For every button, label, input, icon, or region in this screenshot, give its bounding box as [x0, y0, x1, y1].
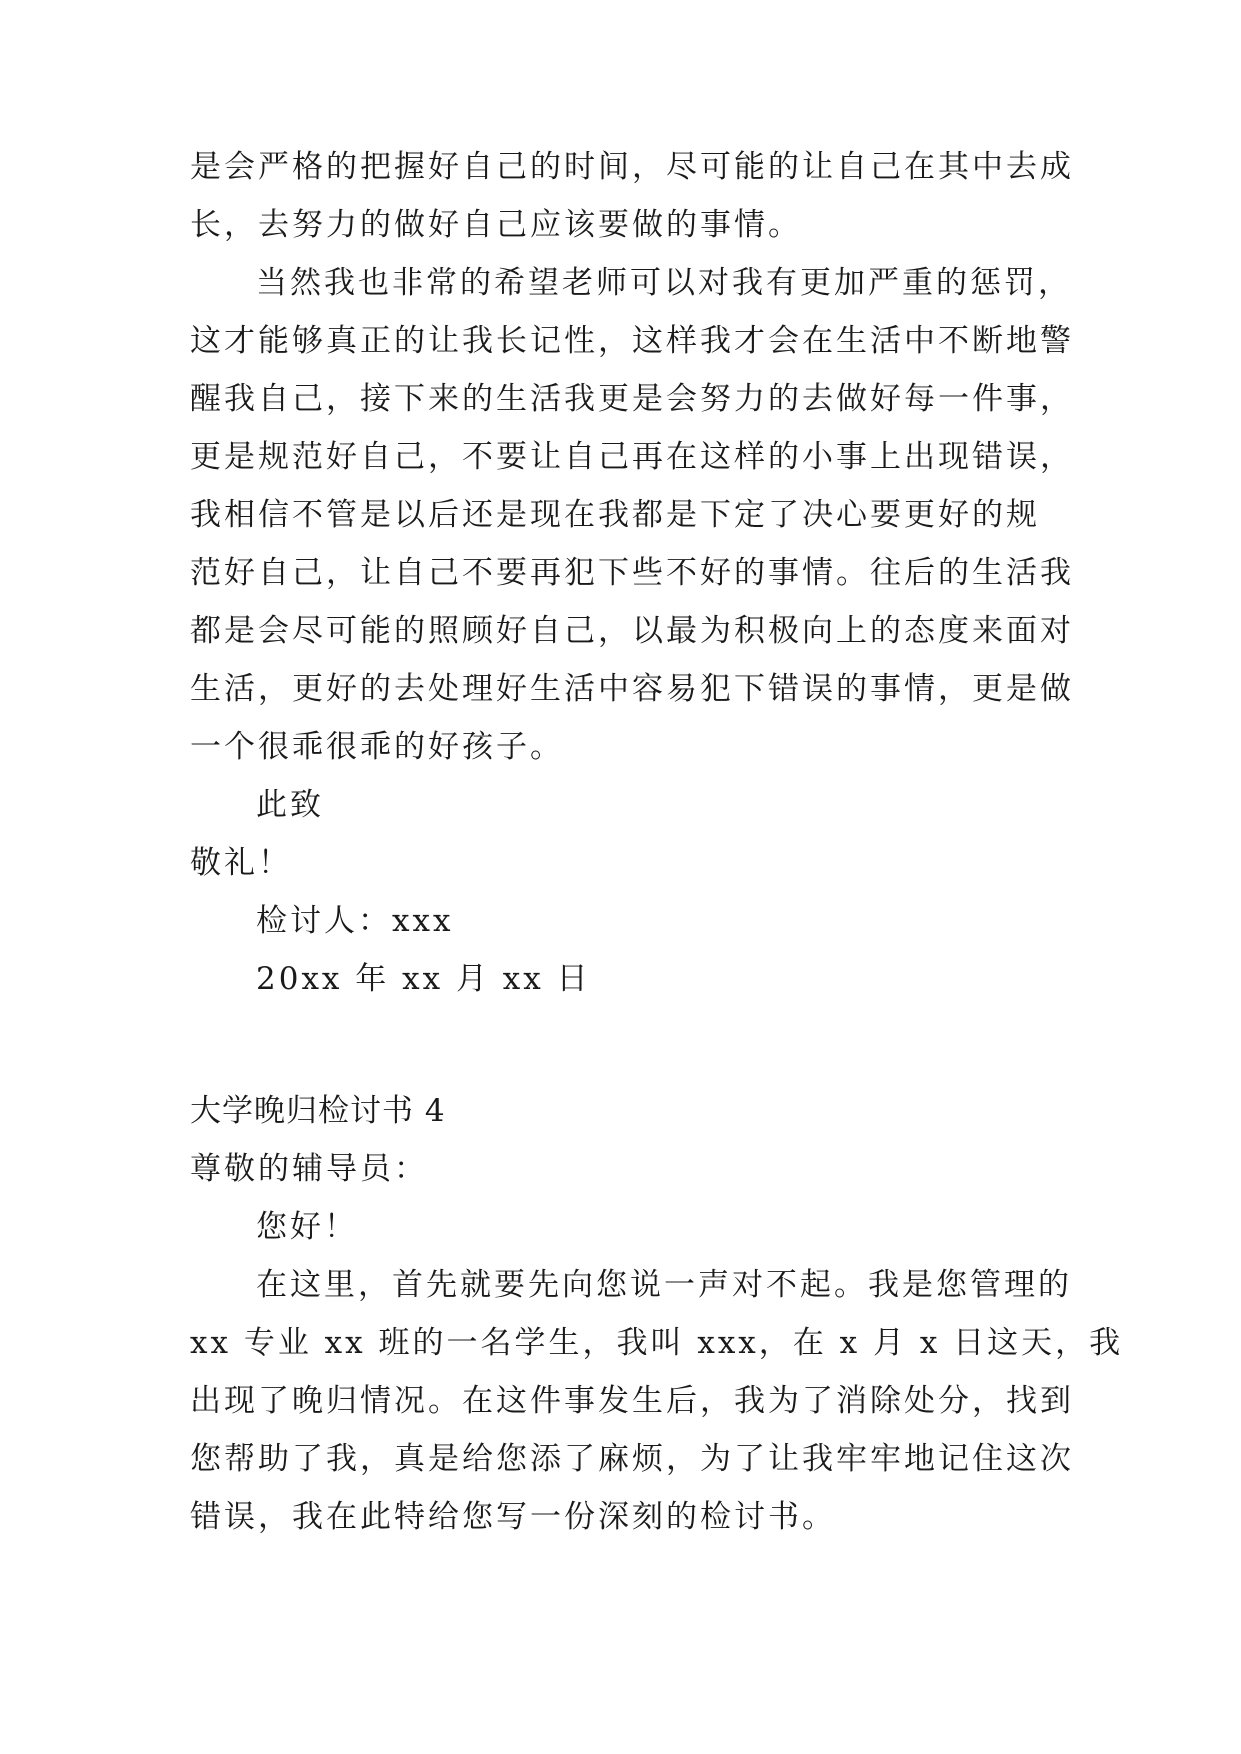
para3-line-5: 错误，我在此特给您写一份深刻的检讨书。: [190, 1499, 836, 1535]
section-title: 大学晚归检讨书 4: [190, 1093, 446, 1129]
para2-line-4: 更是规范好自己，不要让自己再在这样的小事上出现错误，: [190, 439, 1074, 475]
para2-line-2: 这才能够真正的让我长记性，这样我才会在生活中不断地警: [190, 323, 1074, 359]
para2-line-9: 一个很乖很乖的好孩子。: [190, 729, 564, 765]
para1-line-1: 是会严格的把握好自己的时间，尽可能的让自己在其中去成: [190, 149, 1074, 185]
para2-line-8: 生活，更好的去处理好生活中容易犯下错误的事情，更是做: [190, 671, 1074, 707]
para3-line-2: xx 专业 xx 班的一名学生，我叫 xxx，在 x 月 x 日这天，我: [190, 1325, 1124, 1361]
para3-line-1: 在这里，首先就要先向您说一声对不起。我是您管理的: [256, 1267, 1072, 1303]
greeting: 您好！: [256, 1209, 358, 1245]
para3-line-3: 出现了晚归情况。在这件事发生后，我为了消除处分，找到: [190, 1383, 1074, 1419]
para3-line-4: 您帮助了我，真是给您添了麻烦，为了让我牢牢地记住这次: [190, 1441, 1074, 1477]
signer: 检讨人：xxx: [256, 903, 454, 939]
para2-line-7: 都是会尽可能的照顾好自己，以最为积极向上的态度来面对: [190, 613, 1074, 649]
addressee: 尊敬的辅导员：: [190, 1151, 428, 1187]
closing: 此致: [256, 787, 324, 823]
date: 20xx 年 xx 月 xx 日: [256, 961, 591, 997]
para2-line-1: 当然我也非常的希望老师可以对我有更加严重的惩罚，: [256, 265, 1072, 301]
para2-line-5: 我相信不管是以后还是现在我都是下定了决心要更好的规: [190, 497, 1040, 533]
para2-line-3: 醒我自己，接下来的生活我更是会努力的去做好每一件事，: [190, 381, 1074, 417]
para1-line-2: 长，去努力的做好自己应该要做的事情。: [190, 207, 802, 243]
salute: 敬礼！: [190, 845, 292, 881]
para2-line-6: 范好自己，让自己不要再犯下些不好的事情。往后的生活我: [190, 555, 1074, 591]
